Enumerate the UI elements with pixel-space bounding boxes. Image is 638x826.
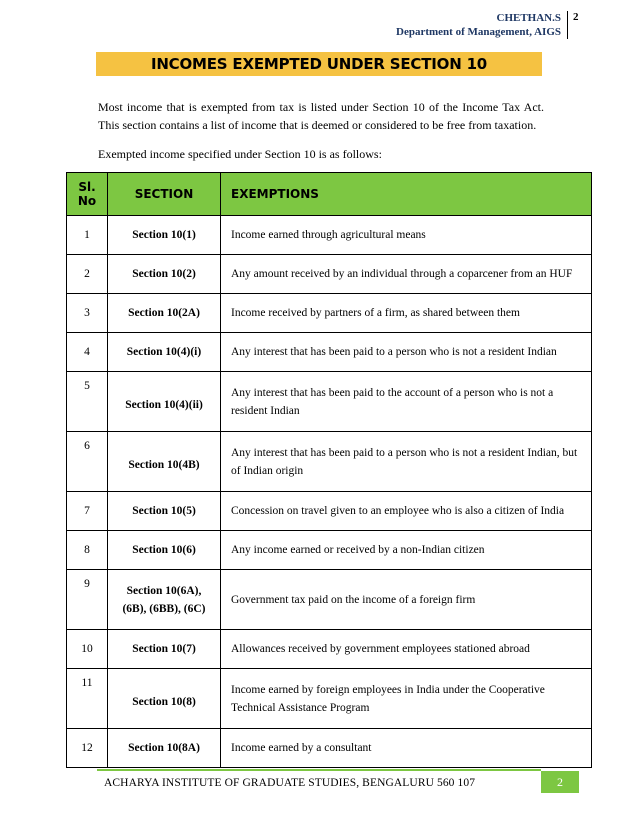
row-number: 4 (67, 333, 108, 372)
intro-text (98, 98, 544, 163)
header-section: SECTION (108, 173, 221, 216)
table-row (67, 432, 592, 492)
row-section: Section 10(8A) (108, 729, 221, 768)
table-row (67, 531, 592, 570)
exemptions-table (66, 172, 592, 768)
footer-page-number: 2 (541, 771, 579, 793)
row-section: Section 10(8) (108, 669, 221, 729)
row-exemption: Allowances received by government employees stationed abroad (221, 630, 592, 669)
intro-paragraph-2: Exempted income specified under Section 10 is as follows: (98, 147, 382, 161)
row-number: 5 (67, 372, 108, 432)
row-section: Section 10(4)(i) (108, 333, 221, 372)
row-exemption: Income earned by a consultant (221, 729, 592, 768)
row-number: 9 (67, 570, 108, 630)
page-title: INCOMES EXEMPTED UNDER SECTION 10 (150, 55, 488, 73)
table-row (67, 630, 592, 669)
row-section-line-2: (6B), (6BB), (6C) (122, 602, 206, 615)
row-number: 1 (67, 216, 108, 255)
table-header-row (67, 173, 592, 216)
row-exemption: Any interest that has been paid to a person who is not a resident Indian (221, 333, 592, 372)
row-exemption: Concession on travel given to an employee who is also a citizen of India (221, 492, 592, 531)
row-section: Section 10(4)(ii) (108, 372, 221, 432)
row-exemption: Any interest that has been paid to a person who is not a resident Indian, but of Indian origin (221, 432, 592, 492)
header-department: Department of Management, AIGS (396, 26, 561, 38)
header-sl-no: Sl. No (67, 173, 108, 216)
row-exemption: Government tax paid on the income of a foreign firm (221, 570, 592, 630)
row-number: 2 (67, 255, 108, 294)
table-row (67, 372, 592, 432)
row-exemption: Income earned through agricultural means (221, 216, 592, 255)
table-row (67, 492, 592, 531)
header-author: CHETHAN.S (496, 12, 561, 24)
row-number: 11 (67, 669, 108, 729)
row-section: Section 10(2) (108, 255, 221, 294)
row-number: 10 (67, 630, 108, 669)
table-row (67, 729, 592, 768)
row-section: Section 10(4B) (108, 432, 221, 492)
table-row (67, 669, 592, 729)
row-number: 3 (67, 294, 108, 333)
row-exemption: Any amount received by an individual through a coparcener from an HUF (221, 255, 592, 294)
row-section: Section 10(5) (108, 492, 221, 531)
table-row (67, 333, 592, 372)
row-section: Section 10(2A) (108, 294, 221, 333)
row-section: Section 10(7) (108, 630, 221, 669)
row-number: 7 (67, 492, 108, 531)
row-section: Section 10(6) (108, 531, 221, 570)
title-banner (96, 52, 542, 76)
row-exemption: Any interest that has been paid to the account of a person who is not a resident Indian (221, 372, 592, 432)
page-header (396, 11, 568, 39)
footer-institute: ACHARYA INSTITUTE OF GRADUATE STUDIES, BENGALURU 560 107 (104, 777, 476, 789)
row-number: 8 (67, 531, 108, 570)
table-row (67, 255, 592, 294)
row-section (108, 570, 221, 630)
header-exemptions: EXEMPTIONS (221, 173, 592, 216)
table-row (67, 216, 592, 255)
row-section: Section 10(1) (108, 216, 221, 255)
table-row (67, 294, 592, 333)
footer-divider (97, 769, 541, 771)
header-page-number: 2 (573, 11, 579, 23)
row-exemption: Any income earned or received by a non-Indian citizen (221, 531, 592, 570)
row-exemption: Income earned by foreign employees in India under the Cooperative Technical Assistance Program (221, 669, 592, 729)
intro-paragraph-1: Most income that is exempted from tax is listed under Section 10 of the Income Tax Act. This section contains a list of income that is deemed or considered to be free from taxation. (98, 100, 544, 132)
row-section-line-1: Section 10(6A), (126, 584, 202, 597)
row-exemption: Income received by partners of a firm, as shared between them (221, 294, 592, 333)
row-number: 6 (67, 432, 108, 492)
row-number: 12 (67, 729, 108, 768)
table-row (67, 570, 592, 630)
